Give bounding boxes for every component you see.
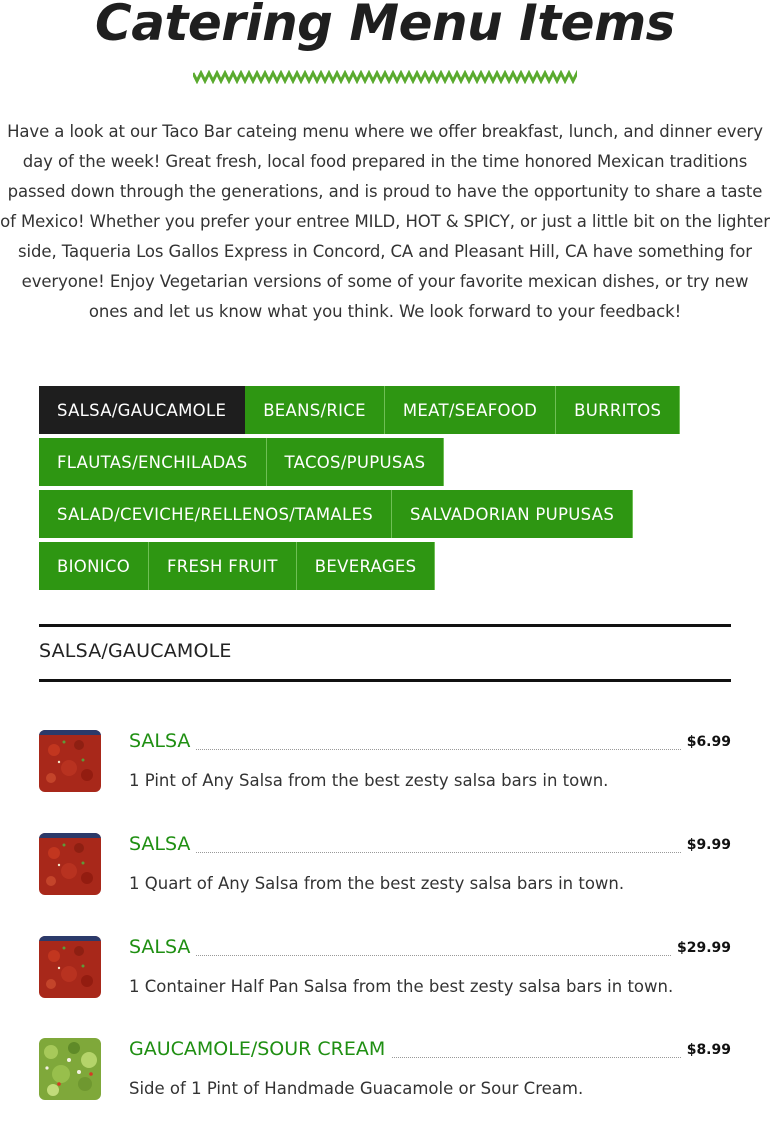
item-price: $8.99: [681, 1042, 731, 1058]
zigzag-divider: [193, 70, 577, 84]
tab-salvadorian-pupusas[interactable]: SALVADORIAN PUPUSAS: [392, 490, 633, 538]
tab-burritos[interactable]: BURRITOS: [556, 386, 680, 434]
item-price: $6.99: [681, 734, 731, 750]
tab-fresh-fruit[interactable]: FRESH FRUIT: [149, 542, 297, 590]
tab-beans-rice[interactable]: BEANS/RICE: [245, 386, 385, 434]
tab-beverages[interactable]: BEVERAGES: [297, 542, 436, 590]
dotted-leader: [129, 955, 731, 956]
dotted-leader: [129, 749, 731, 750]
section-header: [39, 624, 731, 682]
tab-row: [39, 542, 739, 590]
tab-row: [39, 386, 739, 434]
tab-row: [39, 438, 739, 486]
page-title-wrap: [0, 0, 770, 70]
tab-row: [39, 490, 739, 538]
section-title: SALSA/GAUCAMOLE: [39, 640, 232, 662]
menu-item: [39, 730, 731, 800]
menu-item: [39, 833, 731, 903]
tab-bionico[interactable]: BIONICO: [39, 542, 149, 590]
item-name: SALSA: [129, 936, 196, 958]
item-description: 1 Pint of Any Salsa from the best zesty salsa bars in town.: [129, 771, 609, 790]
item-name: SALSA: [129, 730, 196, 752]
dotted-leader: [129, 852, 731, 853]
item-name: GAUCAMOLE/SOUR CREAM: [129, 1038, 391, 1060]
guacamole-photo: [39, 1038, 101, 1100]
salsa-photo: [39, 833, 101, 895]
item-price: $29.99: [671, 940, 731, 956]
item-price: $9.99: [681, 837, 731, 853]
tab-meat-seafood[interactable]: MEAT/SEAFOOD: [385, 386, 556, 434]
salsa-photo: [39, 730, 101, 792]
menu-item: [39, 936, 731, 1006]
tab-tacos-pupusas[interactable]: TACOS/PUPUSAS: [267, 438, 445, 486]
tab-flautas-enchiladas[interactable]: FLAUTAS/ENCHILADAS: [39, 438, 267, 486]
item-description: 1 Quart of Any Salsa from the best zesty salsa bars in town.: [129, 874, 625, 893]
item-name: SALSA: [129, 833, 196, 855]
item-description: Side of 1 Pint of Handmade Guacamole or Sour Cream.: [129, 1079, 584, 1098]
menu-category-tabs: [39, 386, 739, 594]
intro-paragraph: Have a look at our Taco Bar cateing menu where we offer breakfast, lunch, and dinner every day of the week! Great fresh, local food prepared in the time honored Mexican traditions passed down through the generations, and is proud to have the opportunity to share a taste of Mexico! Whether you prefer your entree MILD, HOT & SPICY, or just a little bit on the lighter side, Taqueria Los Gallos Express in Concord, CA and Pleasant Hill, CA have something for everyone! Enjoy Vegetarian versions of some of your favorite mexican dishes, or try new ones and let us know what you think. We look forward to your feedback!: [0, 122, 770, 321]
tab-salad-ceviche-rellenos-tamales[interactable]: SALAD/CEVICHE/RELLENOS/TAMALES: [39, 490, 392, 538]
page-title: Catering Menu Items: [95, 0, 675, 52]
menu-item: [39, 1038, 731, 1108]
item-description: 1 Container Half Pan Salsa from the best zesty salsa bars in town.: [129, 977, 674, 996]
tab-salsa-gaucamole[interactable]: SALSA/GAUCAMOLE: [39, 386, 245, 434]
salsa-photo: [39, 936, 101, 998]
